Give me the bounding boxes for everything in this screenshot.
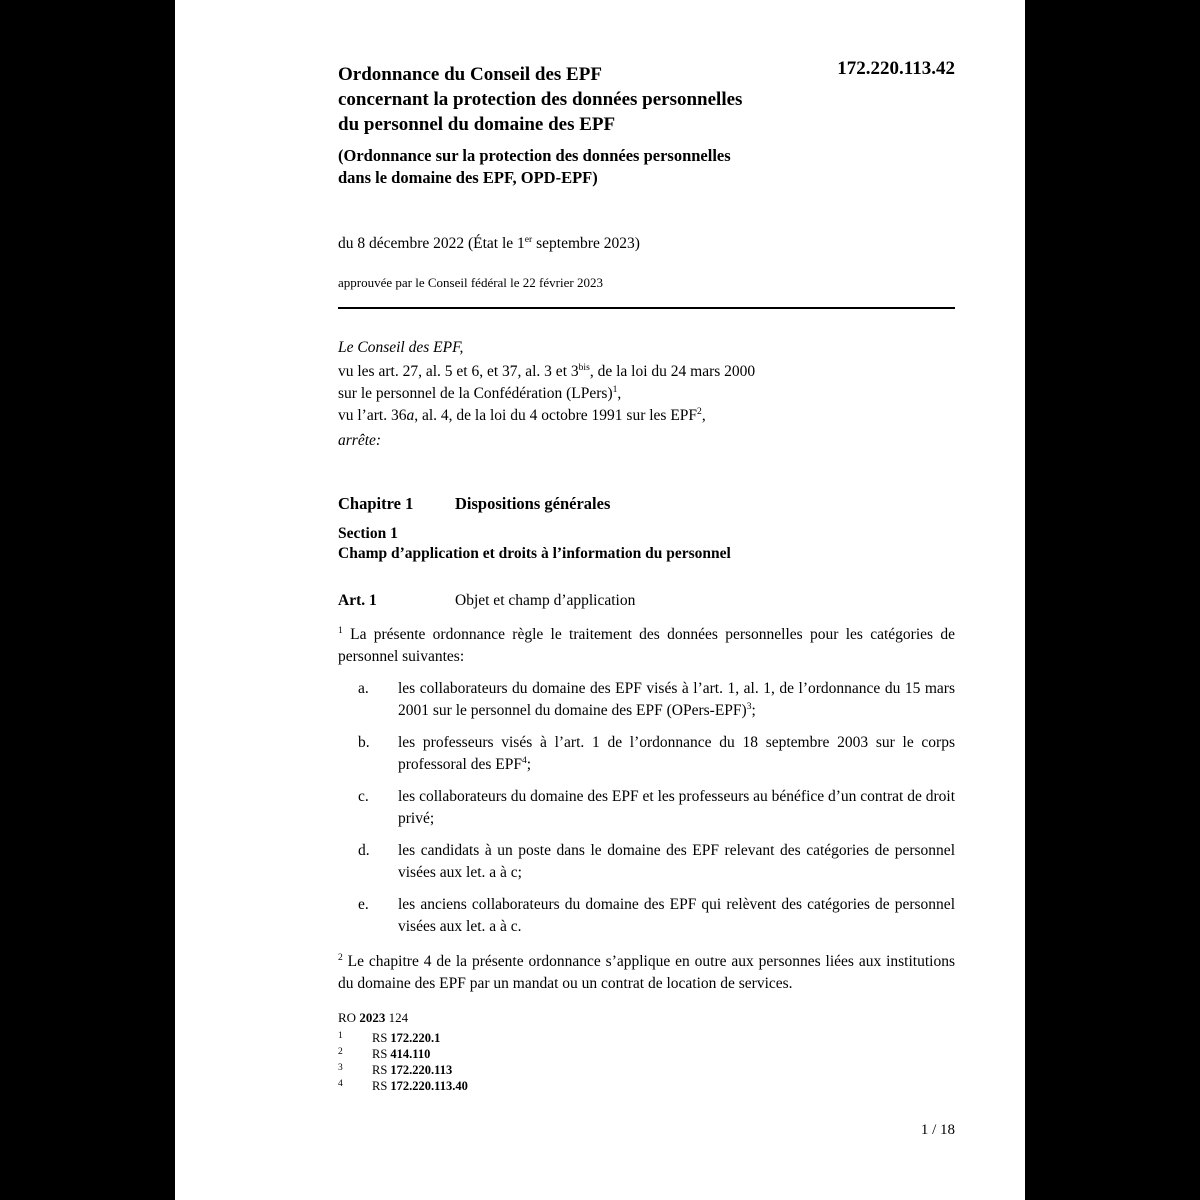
list-marker: b. <box>358 734 370 751</box>
preamble <box>338 361 955 427</box>
page-number: 1 / 18 <box>920 1122 955 1138</box>
footnote-number: 3 <box>338 1063 343 1073</box>
list-item-text: les collaborateurs du domaine des EPF visés à l’art. 1, al. 1, de l’ordonnance du 15 mars 2001 sur le personnel du domaine des EPF (OPers-EPF)$^3$; <box>398 680 955 719</box>
ro-reference: RO 2023 124 <box>338 1010 409 1025</box>
list-item-text: les candidats à un poste dans le domaine des EPF relevant des catégories de personnel visées aux let. a à c; <box>398 842 955 881</box>
approval-line: approuvée par le Conseil fédéral le 22 février 2023 <box>338 275 603 290</box>
title-line-1: Ordonnance du Conseil des EPF <box>338 64 602 85</box>
section-label: Section 1 <box>338 525 398 542</box>
title-line-2: concernant la protection des données personnelles <box>338 89 743 110</box>
subtitle-line-2: dans le domaine des EPF, OPD-EPF) <box>338 168 598 187</box>
footnote-1 <box>338 1030 955 1046</box>
subtitle-line-1: (Ordonnance sur la protection des données personnelles <box>338 146 731 165</box>
list-item-a <box>338 678 955 721</box>
footnote-2 <box>338 1046 955 1062</box>
date-line: du 8 décembre 2022 (État le 1er septembre 2023) <box>338 233 640 252</box>
chapter-label: Chapitre 1 <box>338 494 414 513</box>
list-item-b <box>338 732 955 775</box>
footnote-text: RS 414.110 <box>372 1047 431 1061</box>
footnote-4 <box>338 1078 955 1094</box>
reference-number: 172.220.113.42 <box>837 58 955 79</box>
chapter-title: Dispositions générales <box>455 494 611 513</box>
article-label: Art. 1 <box>338 592 377 609</box>
section-title: Champ d’application et droits à l’information du personnel <box>338 545 731 562</box>
document-page <box>175 0 1025 1200</box>
list-item-text: les collaborateurs du domaine des EPF et les professeurs au bénéfice d’un contrat de droit privé; <box>398 788 955 827</box>
section-heading <box>338 524 955 564</box>
paragraph-1: $^1$ La présente ordonnance règle le traitement des données personnelles pour les catégories de personnel suivantes: <box>338 624 955 665</box>
black-border-left <box>0 0 175 1200</box>
document-content <box>338 0 955 994</box>
document-subtitle <box>338 145 955 189</box>
article-title: Objet et champ d’application <box>455 592 636 609</box>
footnote-number: 4 <box>338 1079 343 1089</box>
preamble-line-2: sur le personnel de la Confédération (LPers)$^1$, <box>338 383 622 402</box>
article-heading <box>338 592 955 610</box>
list-item-c <box>338 786 955 829</box>
footnote-text: RS 172.220.113.40 <box>372 1079 468 1093</box>
footnote-number: 2 <box>338 1047 343 1057</box>
preamble-line-1: vu les art. 27, al. 5 et 6, et 37, al. 3 et $3^{bis}$, de la loi du 24 mars 2000 <box>338 361 756 380</box>
footnotes-block <box>338 1010 955 1094</box>
preamble-intro: Le Conseil des EPF, <box>338 339 464 356</box>
list-item-text: les anciens collaborateurs du domaine des EPF qui relèvent des catégories de personnel visées aux let. a à c. <box>398 896 955 935</box>
title-line-3: du personnel du domaine des EPF <box>338 114 616 135</box>
footnote-number: 1 <box>338 1031 343 1041</box>
list-item-d <box>338 840 955 883</box>
footnote-text: RS 172.220.113 <box>372 1063 453 1077</box>
preamble-line-3: vu l’art. 36a, al. 4, de la loi du 4 octobre 1991 sur les EPF$^2$, <box>338 405 706 424</box>
document-title <box>338 0 955 137</box>
list-marker: a. <box>358 680 369 697</box>
footnote-3 <box>338 1062 955 1078</box>
list-marker: d. <box>358 842 370 859</box>
black-border-right <box>1025 0 1200 1200</box>
header-separator-rule <box>338 307 955 309</box>
list-marker: e. <box>358 896 369 913</box>
list-marker: c. <box>358 788 369 805</box>
chapter-heading <box>338 494 955 514</box>
paragraph-2: $^2$ Le chapitre 4 de la présente ordonnance s’applique en outre aux personnes liées aux institutions du domaine des EPF par un mandat ou un contrat de location de services. <box>338 951 955 992</box>
list-item-text: les professeurs visés à l’art. 1 de l’ordonnance du 18 septembre 2003 sur le corps professoral des EPF$^4$; <box>398 734 955 773</box>
footnote-text: RS 172.220.1 <box>372 1031 441 1045</box>
list-item-e <box>338 894 955 937</box>
letter-list <box>338 678 955 937</box>
decree-word: arrête: <box>338 432 382 449</box>
